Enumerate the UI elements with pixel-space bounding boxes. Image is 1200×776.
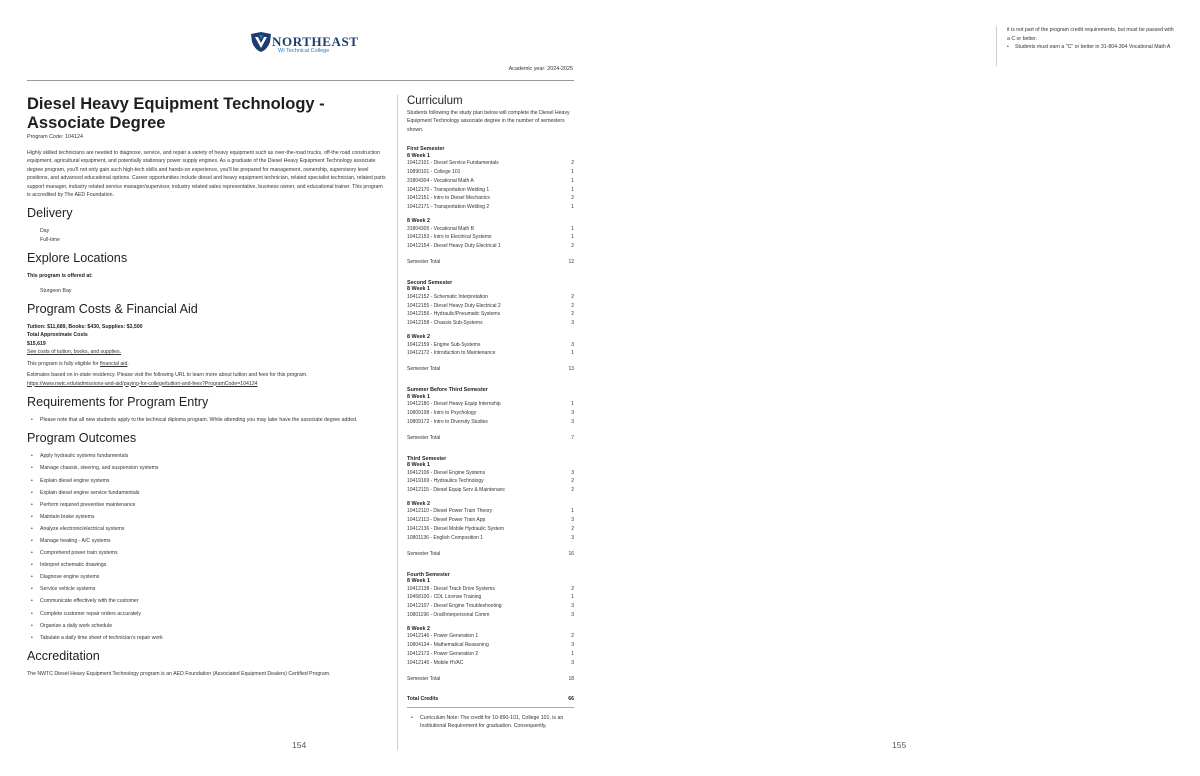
- course-row: [407, 611, 574, 620]
- course-row: [407, 516, 574, 525]
- course-credits: 1: [571, 169, 574, 176]
- semester-block: [407, 280, 574, 373]
- financial-aid-prefix: This program is fully eligible for: [27, 360, 100, 367]
- page-number-left: 154: [292, 740, 307, 750]
- requirements-heading: Requirements for Program Entry: [27, 394, 209, 409]
- semester-total-label: Semester Total: [407, 258, 441, 265]
- program-details: [27, 95, 387, 679]
- semester-total-label: Semester Total: [407, 366, 441, 373]
- semester-title: Summer Before Third Semester: [407, 387, 488, 394]
- semester-total-row: [407, 365, 574, 373]
- course-name: 10412152 - Schematic Interpretation: [407, 293, 488, 300]
- locations-list: [27, 287, 387, 295]
- course-row: [407, 632, 574, 641]
- northeast-logo-icon: [250, 31, 272, 53]
- term-block-title: 8 Week 2: [407, 500, 430, 507]
- course-credits: 2: [571, 160, 574, 167]
- page-number-right: 155: [892, 740, 907, 750]
- course-row: [407, 525, 574, 534]
- locations-heading: Explore Locations: [27, 251, 128, 266]
- course-credits: 1: [571, 350, 574, 357]
- delivery-item: Full-time: [40, 236, 60, 243]
- outcome-item: • Interpret schematic drawings: [27, 561, 387, 569]
- program-intro: Highly skilled technicians are needed to diagnose, service, and repair a variety of heavy equipment such as over-the-road trucks, off-the road construction equipment, agricultural equipment, and potentially stationary power supply engines. As a graduate of the Diesel Heavy Equipment Technology associate degree program, you'll not only gain such high-tech skills and hands-on experience, you'll be prepared for management, ownership, supervisory level positions, and advanced educational options. Career opportunities include diesel and heavy equipment technician, related specialist technician, related parts support manager, industry related service manager/supervisor, industry related sales representative, business owner, and educational trainer. This program is accredited by The AED Foundation.: [27, 150, 386, 199]
- semester-total-row: [407, 675, 574, 683]
- curriculum-note-continued: [996, 26, 1176, 66]
- total-credits-value: 66: [568, 695, 574, 702]
- course-row: [407, 225, 574, 234]
- delivery-item: Day: [40, 228, 50, 235]
- course-credits: 2: [571, 195, 574, 202]
- course-credits: 2: [571, 585, 574, 592]
- course-row: [407, 233, 574, 242]
- course-name: 10412153 - Intro to Electrical Systems: [407, 234, 492, 241]
- tuition-url-link[interactable]: https://www.nwtc.edu/admissions-and-aid/paying-for-college/tuition-and-fees?ProgramCode=104124: [27, 380, 258, 387]
- semester-block: [407, 456, 574, 558]
- course-credits: 1: [571, 204, 574, 211]
- see-costs-link[interactable]: See costs of tuition, books, and supplies.: [27, 349, 122, 356]
- course-credits: 3: [571, 469, 574, 476]
- semester-block: [407, 146, 574, 266]
- outcome-item: • Analyze electronic/electrical systems: [27, 525, 387, 533]
- program-title-line1: Diesel Heavy Equipment Technology -: [27, 95, 325, 113]
- course-name: 10412170 - Transportation Welding 1: [407, 186, 490, 193]
- course-credits: 2: [571, 633, 574, 640]
- course-credits: 1: [571, 225, 574, 232]
- course-name: 10412138 - Diesel Track Drive Systems: [407, 585, 495, 592]
- semester-total-label: Semester Total: [407, 434, 441, 441]
- total-credits-row: [407, 695, 574, 708]
- financial-aid-suffix: .: [127, 360, 129, 367]
- course-row: [407, 319, 574, 328]
- total-credits-label: Total Credits: [407, 695, 439, 702]
- course-name: 10412106 - Diesel Engine Systems: [407, 469, 486, 476]
- course-credits: 3: [571, 517, 574, 524]
- program-title: [27, 95, 387, 133]
- outcome-item: • Perform required preventive maintenance: [27, 501, 387, 509]
- course-name: 10412159 - Engine Sub-Systems: [407, 341, 481, 348]
- semester-total-value: 13: [568, 366, 574, 373]
- semester-title: Third Semester: [407, 455, 447, 462]
- course-name: 10804134 - Mathematical Reasoning: [407, 642, 489, 649]
- offered-at-label: This program is offered at:: [27, 273, 93, 280]
- course-name: 10412113 - Diesel Power Train App: [407, 517, 486, 524]
- course-name: 10412151 - Intro to Diesel Mechanics: [407, 195, 490, 202]
- accreditation-heading: Accreditation: [27, 649, 100, 664]
- term-block-title: 8 Week 1: [407, 578, 430, 585]
- course-credits: 1: [571, 401, 574, 408]
- page-right: [600, 0, 1200, 776]
- course-name: 10412172 - Introduction to Maintenance: [407, 350, 496, 357]
- course-row: [407, 585, 574, 594]
- course-name: 10801136 - English Composition 1: [407, 534, 484, 541]
- course-row: [407, 593, 574, 602]
- course-row: [407, 507, 574, 516]
- course-name: 10412101 - Diesel Service Fundamentals: [407, 160, 499, 167]
- curriculum-note: • Curriculum Note: The credit for 10-890-101, College 101, is an Institutional Requirement for graduation. Consequently,: [407, 714, 574, 731]
- course-name: 10412171 - Transportation Welding 2: [407, 204, 490, 211]
- course-name: 10412136 - Diesel Mobile Hydraulic System: [407, 526, 504, 533]
- course-row: [407, 177, 574, 186]
- outcome-item: • Communicate effectively with the customer: [27, 597, 387, 605]
- course-row: [407, 650, 574, 659]
- course-credits: 3: [571, 659, 574, 666]
- term-block-title: 8 Week 1: [407, 393, 430, 400]
- costs-heading: Program Costs & Financial Aid: [27, 302, 198, 317]
- course-name: 10809198 - Intro to Psychology: [407, 409, 477, 416]
- course-credits: 2: [571, 311, 574, 318]
- outcome-item: • Service vehicle systems: [27, 585, 387, 593]
- course-name: 10419169 - Hydraulics Technology: [407, 478, 484, 485]
- continued-note-text: it is not part of the program credit requirements, but must be passed with a C or better.: [1007, 27, 1174, 42]
- course-credits: 1: [571, 177, 574, 184]
- course-credits: 2: [571, 526, 574, 533]
- semester-block: [407, 572, 574, 683]
- curriculum-description: Students following the study plan below will complete the Diesel Heavy Equipment Technology associate degree in the number of semesters shown.: [407, 110, 570, 133]
- requirement-item: • Please note that all new students apply to the technical diploma program. While attending you may later have the associate degree added.: [27, 416, 387, 424]
- term-block-title: 8 Week 2: [407, 625, 430, 632]
- course-name: 10412110 - Diesel Power Train Theory: [407, 508, 493, 515]
- outcome-item: • Organize a daily work schedule: [27, 622, 387, 630]
- course-row: [407, 602, 574, 611]
- delivery-list: [27, 227, 387, 244]
- course-credits: 1: [571, 508, 574, 515]
- course-credits: 3: [571, 320, 574, 327]
- financial-aid-link[interactable]: financial aid: [99, 360, 128, 367]
- financial-aid-text: [27, 360, 387, 368]
- term-block-title: 8 Week 2: [407, 334, 430, 341]
- program-code: Program Code: 104124: [27, 134, 84, 140]
- outcome-item: • Explain diesel engine service fundamentals: [27, 489, 387, 497]
- outcomes-heading: Program Outcomes: [27, 431, 137, 446]
- course-name: 10412155 - Diesel Heavy Duty Electrical 2: [407, 302, 501, 309]
- course-credits: 3: [571, 418, 574, 425]
- logo-subtitle: WI Technical College: [278, 48, 330, 54]
- course-row: [407, 486, 574, 495]
- header-divider: [27, 80, 574, 81]
- semester-total-label: Semester Total: [407, 675, 441, 682]
- program-title-line2: Associate Degree: [27, 114, 166, 132]
- course-name: 10412173 - Power Generation 2: [407, 650, 479, 657]
- delivery-heading: Delivery: [27, 206, 73, 221]
- course-name: 10412107 - Diesel Engine Troubleshooting: [407, 603, 502, 610]
- course-row: [407, 641, 574, 650]
- semester-total-value: 16: [568, 550, 574, 557]
- total-costs-label: Total Approximate Costs: [27, 332, 88, 339]
- course-credits: 1: [571, 234, 574, 241]
- course-credits: 2: [571, 302, 574, 309]
- course-credits: 1: [571, 650, 574, 657]
- course-credits: 3: [571, 603, 574, 610]
- course-name: 10809172 - Intro to Diversity Studies: [407, 418, 488, 425]
- course-credits: 1: [571, 186, 574, 193]
- course-credits: 3: [571, 534, 574, 541]
- course-row: [407, 418, 574, 427]
- college-logo[interactable]: [250, 31, 360, 57]
- tuition-breakdown: Tuition: $11,689, Books: $430, Supplies: $3,500: [27, 324, 143, 331]
- course-credits: 2: [571, 478, 574, 485]
- term-block-title: 8 Week 1: [407, 286, 430, 293]
- semester-total-value: 12: [568, 258, 574, 265]
- course-row: [407, 310, 574, 319]
- semester-title: Fourth Semester: [407, 571, 450, 578]
- course-name: 10458100 - CDL License Training: [407, 594, 482, 601]
- course-name: 10801196 - Oral/Interpersonal Comm: [407, 612, 490, 619]
- term-block-title: 8 Week 2: [407, 218, 430, 224]
- course-row: [407, 534, 574, 543]
- semester-title: Second Semester: [407, 279, 453, 286]
- math-requirement-note: • Students must earn a "C" or better in 31-804-304 Vocational Math A: [1007, 43, 1176, 52]
- outcome-item: • Comprehend power train systems: [27, 549, 387, 557]
- semester-total-value: 18: [568, 675, 574, 682]
- course-row: [407, 293, 574, 302]
- curriculum-notes: [407, 714, 574, 731]
- course-row: [407, 409, 574, 418]
- course-credits: 3: [571, 612, 574, 619]
- course-row: [407, 349, 574, 358]
- course-name: 10412154 - Diesel Heavy Duty Electrical 1: [407, 243, 501, 250]
- outcome-item: • Diagnose engine systems: [27, 573, 387, 581]
- course-row: [407, 242, 574, 251]
- course-row: [407, 194, 574, 203]
- semester-title: First Semester: [407, 146, 445, 153]
- course-name: 10412156 - Hydraulic/Pneumatic Systems: [407, 311, 501, 318]
- column-divider: [397, 95, 398, 750]
- outcome-item: • Explain diesel engine systems: [27, 477, 387, 485]
- continued-note-list: [1007, 43, 1176, 52]
- semester-total-value: 7: [571, 434, 574, 441]
- outcome-item: • Complete customer repair orders accurately: [27, 610, 387, 618]
- course-credits: 3: [571, 341, 574, 348]
- academic-year: Academic year: 2024-2025: [508, 66, 573, 72]
- course-row: [407, 168, 574, 177]
- course-row: [407, 477, 574, 486]
- course-row: [407, 186, 574, 195]
- course-row: [407, 159, 574, 168]
- course-row: [407, 341, 574, 350]
- semester-total-row: [407, 550, 574, 558]
- outcome-item: • Manage heating - A/C systems: [27, 537, 387, 545]
- semester-total-label: Semester Total: [407, 550, 441, 557]
- curriculum-heading: Curriculum: [407, 95, 463, 107]
- course-credits: 3: [571, 409, 574, 416]
- course-row: [407, 659, 574, 668]
- term-block-title: 8 Week 1: [407, 462, 430, 469]
- course-row: [407, 469, 574, 478]
- course-name: 10412115 - Diesel Equip Serv & Maintenanc: [407, 487, 506, 494]
- course-row: [407, 302, 574, 311]
- course-name: 10890101 - College 101: [407, 169, 461, 176]
- course-name: 10412146 - Power Generation 1: [407, 633, 479, 640]
- outcome-item: • Apply hydraulic systems fundamentals: [27, 452, 387, 460]
- estimates-text: Estimates based on in-state residency. Please visit the following URL to learn more about tuition and fees for this program.: [27, 372, 308, 379]
- course-name: 10412158 - Chassis Sub-Systems: [407, 320, 483, 327]
- course-credits: 2: [571, 293, 574, 300]
- semester-total-row: [407, 434, 574, 442]
- course-row: [407, 400, 574, 409]
- course-row: [407, 203, 574, 212]
- course-credits: 2: [571, 487, 574, 494]
- course-name: 31804304 - Vocational Math A: [407, 177, 474, 184]
- total-costs-value: $15,619: [27, 340, 46, 347]
- course-credits: 2: [571, 243, 574, 250]
- course-credits: 1: [571, 594, 574, 601]
- logo-name: NORTHEAST: [272, 34, 359, 49]
- term-block-title: 8 Week 1: [407, 152, 430, 159]
- course-name: 10412180 - Diesel Heavy Equip Internship: [407, 401, 501, 408]
- course-name: 31804305 - Vocational Math B: [407, 225, 474, 232]
- outcome-item: • Manage chassis, steering, and suspension systems: [27, 464, 387, 472]
- curriculum-section: [407, 95, 574, 731]
- semester-block: [407, 387, 574, 441]
- course-credits: 3: [571, 642, 574, 649]
- requirements-list: [27, 416, 387, 424]
- location-item[interactable]: Sturgeon Bay: [40, 287, 72, 294]
- outcomes-list: [27, 452, 387, 642]
- outcome-item: • Tabulate a daily time sheet of technician's repair work: [27, 634, 387, 642]
- course-name: 10412145 - Mobile HVAC: [407, 659, 464, 666]
- accreditation-text: The NWTC Diesel Heavy Equipment Technology program is an AED Foundation (Associated Equipment Dealers) Certified Program.: [27, 671, 331, 678]
- semester-list: [407, 146, 574, 694]
- semester-total-row: [407, 258, 574, 266]
- outcome-item: • Maintain brake systems: [27, 513, 387, 521]
